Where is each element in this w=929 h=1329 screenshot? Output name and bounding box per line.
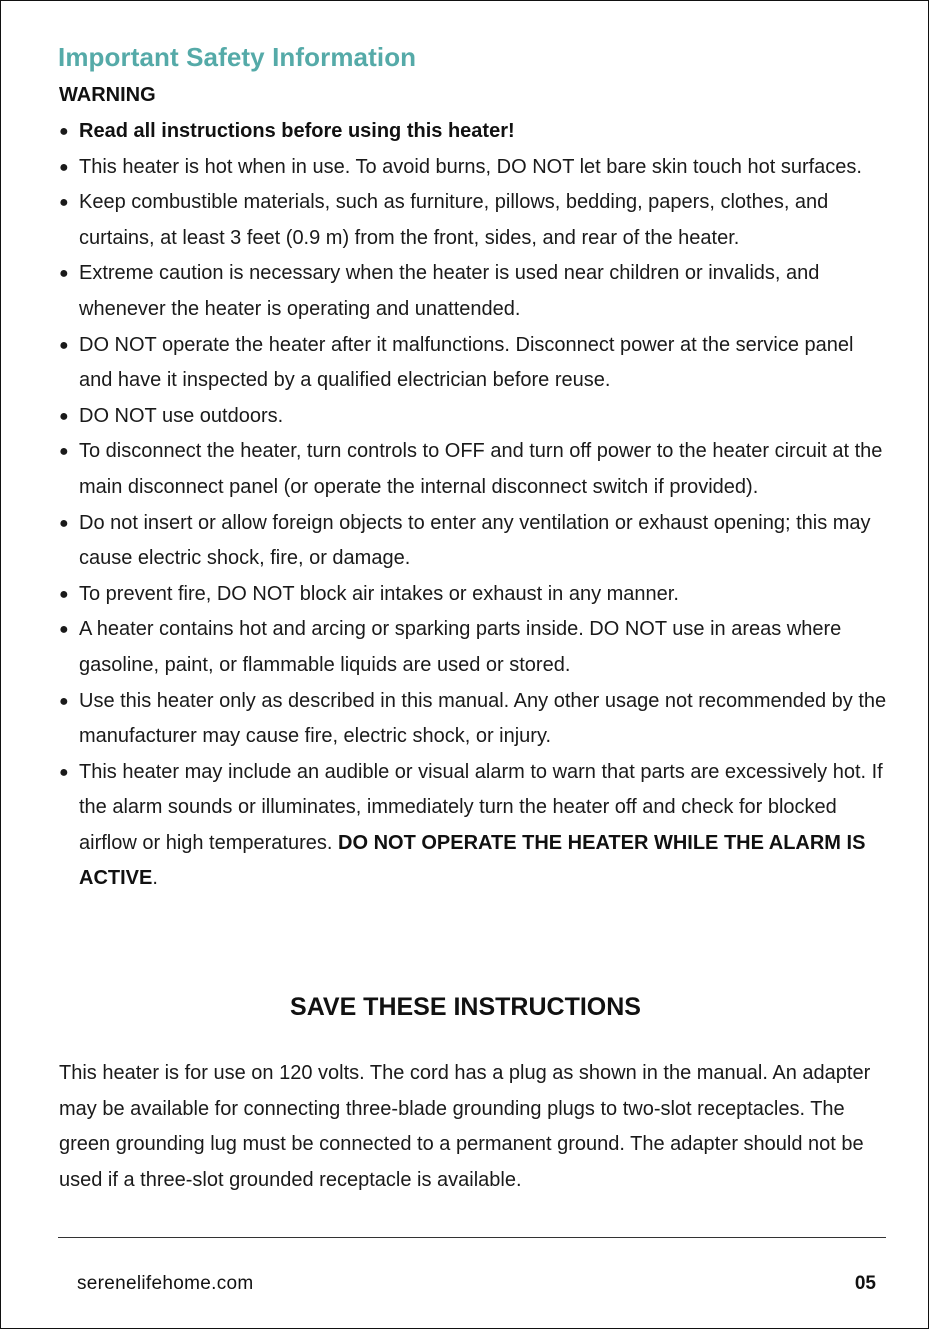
safety-bullet xyxy=(59,612,889,683)
bullet-icon: ● xyxy=(59,336,69,354)
bullet-icon: ● xyxy=(59,443,69,461)
safety-bullet xyxy=(59,114,889,150)
bullet-icon: ● xyxy=(59,585,69,603)
alarm-warning-emphasis: DO NOT OPERATE THE HEATER WHILE THE ALARM IS ACTIVE xyxy=(79,831,866,890)
safety-bullet-text: To disconnect the heater, turn controls to OFF and turn off power to the heater circuit at the main disconnect panel (or operate the internal disconnect switch if provided). xyxy=(79,440,883,498)
safety-bullet xyxy=(59,328,889,399)
safety-bullet xyxy=(59,150,889,186)
safety-bullet-list xyxy=(59,114,889,897)
safety-bullet-text: DO NOT use outdoors. xyxy=(79,404,284,427)
safety-bullet xyxy=(59,755,889,897)
footer-website: serenelifehome.com xyxy=(77,1273,254,1294)
safety-bullet xyxy=(59,434,889,505)
safety-bullet-text: Do not insert or allow foreign objects to enter any ventilation or exhaust opening; this may cause electric shock, fire, or damage. xyxy=(79,511,871,570)
safety-bullet-text: Keep combustible materials, such as furniture, pillows, bedding, papers, clothes, and curtains, at least 3 feet (0.9 m) from the front, sides, and rear of the heater. xyxy=(79,191,829,249)
safety-bullet xyxy=(59,256,889,327)
bullet-icon: ● xyxy=(59,265,69,283)
bullet-icon: ● xyxy=(59,621,69,639)
bullet-icon: ● xyxy=(59,763,69,781)
safety-bullet xyxy=(59,399,889,435)
safety-bullet-text: Use this heater only as described in this manual. Any other usage not recommended by the manufacturer may cause fire, electric shock, or injury. xyxy=(79,689,887,748)
safety-bullet-text: This heater is hot when in use. To avoid burns, DO NOT let bare skin touch hot surfaces. xyxy=(79,155,862,178)
safety-bullet-text: A heater contains hot and arcing or sparking parts inside. DO NOT use in areas where gasoline, paint, or flammable liquids are used or stored. xyxy=(79,618,842,676)
safety-bullet xyxy=(59,185,889,256)
safety-bullet-text: To prevent fire, DO NOT block air intakes or exhaust in any manner. xyxy=(79,582,679,605)
safety-bullet xyxy=(59,577,889,613)
safety-bullet-text: Read all instructions before using this heater! xyxy=(79,120,515,142)
bullet-icon: ● xyxy=(59,407,69,425)
bullet-icon: ● xyxy=(59,158,69,176)
bullet-icon: ● xyxy=(59,692,69,710)
safety-bullet xyxy=(59,506,889,577)
bullet-icon: ● xyxy=(59,514,69,532)
footer-divider xyxy=(58,1237,886,1238)
page-number: 05 xyxy=(854,1273,876,1294)
safety-bullet-text: Extreme caution is necessary when the heater is used near children or invalids, and whenever the heater is operating and unattended. xyxy=(79,262,820,320)
bullet-icon: ● xyxy=(59,194,69,212)
voltage-paragraph: This heater is for use on 120 volts. The cord has a plug as shown in the manual. An adapter may be available for connecting three-blade grounding plugs to two-slot receptacles. The green grounding lug must be connected to a permanent ground. The adapter should not be used if a three-slot grounded receptacle is available. xyxy=(59,1062,871,1191)
page-title: Important Safety Information xyxy=(58,42,417,72)
safety-bullet xyxy=(59,684,889,755)
save-instructions-heading: SAVE THESE INSTRUCTIONS xyxy=(290,993,641,1021)
alarm-warning-period: . xyxy=(152,867,158,890)
bullet-icon: ● xyxy=(59,123,69,140)
safety-bullet-text: This heater may include an audible or visual alarm to warn that parts are excessively hot. If the alarm sounds or illuminates, immediately turn the heater off and check for blocked airflow or high temperatures. xyxy=(79,760,883,854)
safety-bullet-text: DO NOT operate the heater after it malfunctions. Disconnect power at the service panel and have it inspected by a qualified electrician before reuse. xyxy=(79,333,854,392)
warning-label: WARNING xyxy=(59,84,156,106)
